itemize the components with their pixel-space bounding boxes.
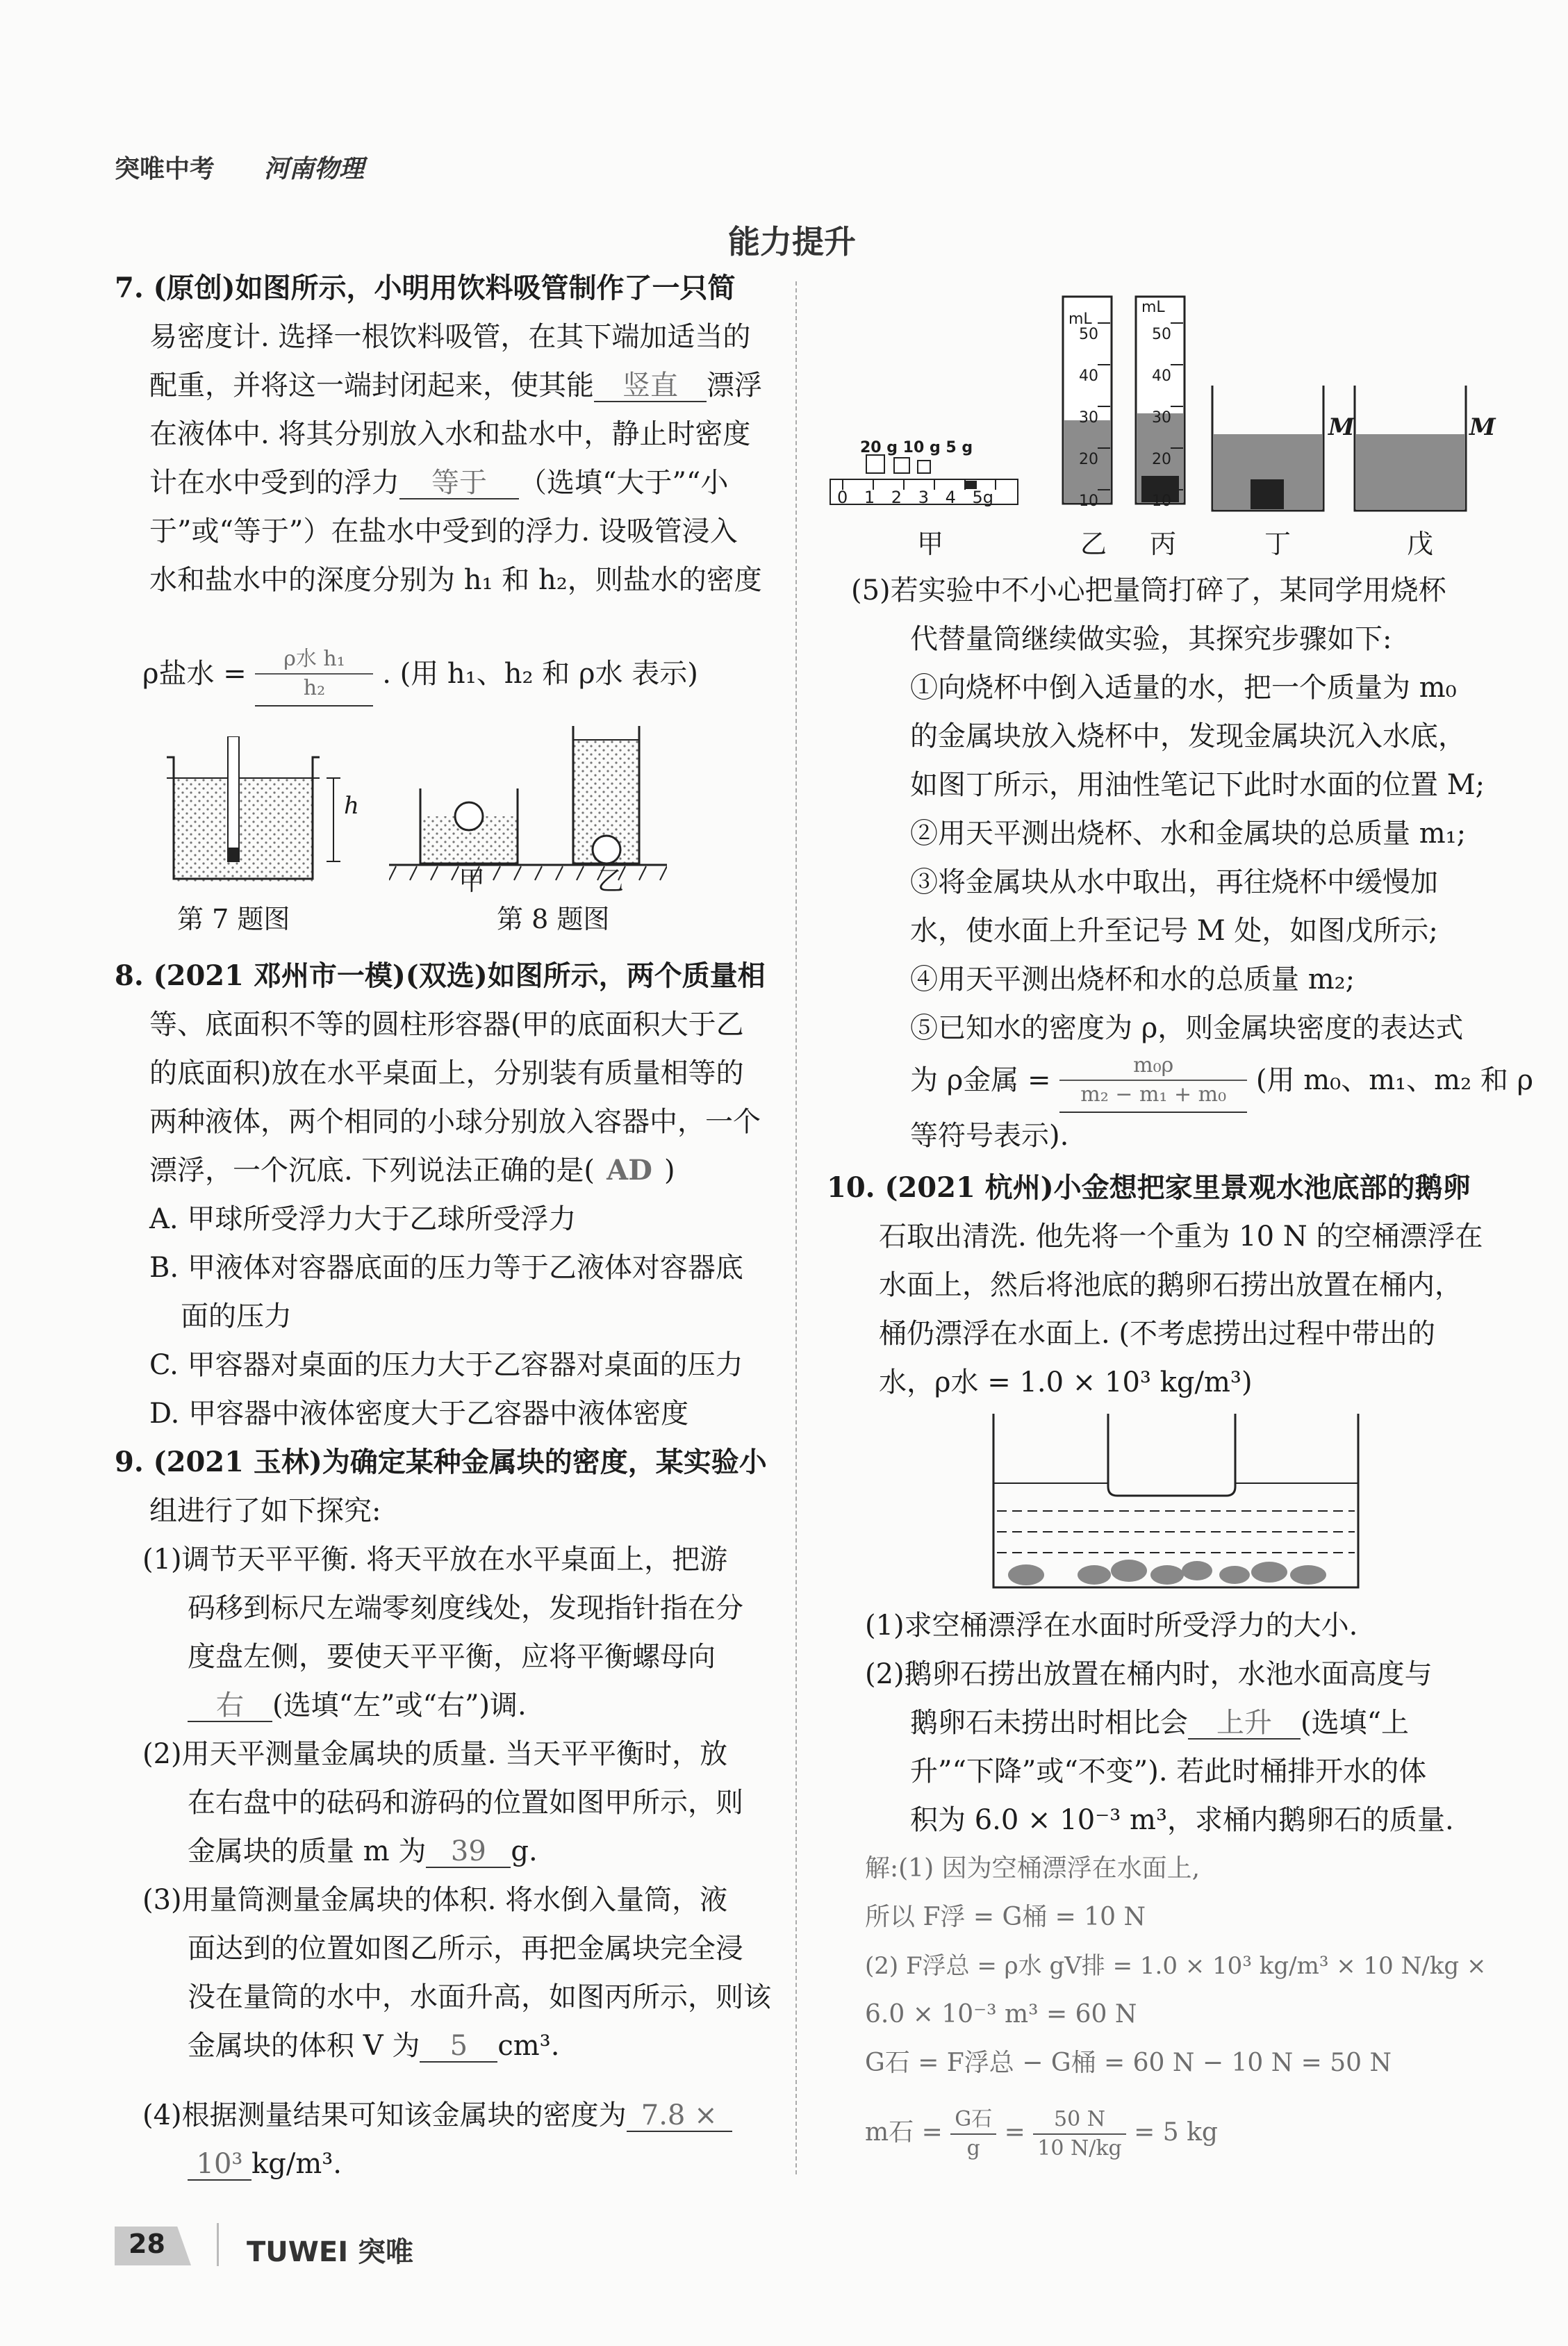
q10-line: 石取出清洗. 他先将一个重为 10 N 的空桶漂浮在	[879, 1221, 1483, 1253]
q9-step3: 金属块的体积 V 为 5 cm³.	[188, 2030, 560, 2062]
q10-solution: 解:(1) 因为空桶漂浮在水面上,	[865, 1854, 1200, 1883]
q10-solution: (2) F浮总 = ρ水 gV排 = 1.0 × 10³ kg/m³ × 10 N/kg ×	[865, 1952, 1487, 1980]
q10-line: 10. (2021 杭州)小金想把家里景观水池底部的鹅卵	[827, 1171, 1471, 1204]
column-divider	[795, 281, 797, 2174]
q8-answer[interactable]: AD	[606, 1154, 652, 1187]
label-jia: 甲	[917, 529, 944, 559]
q9-step5: 的金属块放入烧杯中，发现金属块沉入水底，	[910, 720, 1466, 752]
footer-divider	[217, 2223, 219, 2266]
q10-line: 桶仍漂浮在水面上. (不考虑捞出过程中带出的	[879, 1318, 1436, 1350]
q9-step2: 在右盘中的砝码和游码的位置如图甲所示，则	[188, 1787, 743, 1819]
figure-7-caption: 第 7 题图	[177, 904, 290, 934]
q9-step1: (1)调节天平平衡. 将天平放在水平桌面上，把游	[142, 1544, 728, 1576]
label-bing: 丙	[1150, 529, 1177, 559]
q9-answer-4[interactable]: 7.8 ×	[627, 2100, 732, 2132]
q9-answer-3[interactable]: 5	[420, 2031, 497, 2063]
q10-solution: 所以 F浮 = G桶 = 10 N	[865, 1903, 1146, 1931]
q8-line: 两种液体，两个相同的小球分别放入容器中，一个	[149, 1106, 761, 1138]
label-ding: 丁	[1264, 529, 1291, 559]
q8-option-c: C. 甲容器对桌面的压力大于乙容器对桌面的压力	[149, 1349, 743, 1381]
cylinder-1-marks: mL	[1068, 311, 1092, 328]
page-number: 28	[129, 2229, 165, 2259]
q10-solution: 6.0 × 10⁻³ m³ = 60 N	[865, 2000, 1137, 2029]
cylinder-1-scale: 50 40 30 20 10	[1079, 326, 1098, 510]
fig-weights-label: 20 g 10 g 5 g	[860, 439, 973, 456]
q10-part2: 积为 6.0 × 10⁻³ m³，求桶内鹅卵石的质量.	[910, 1804, 1454, 1836]
fig8-label-yi: 乙	[597, 866, 625, 896]
q8-option-b: B. 甲液体对容器底面的压力等于乙液体对容器底	[149, 1252, 743, 1284]
q10-solution-mass: m石 = $\frac{\text{G石}}{g}$ = $\frac{50 N}{10 N/kg}$ = 5 kg	[865, 2107, 1218, 2161]
q8-line: 8. (2021 邓州市一模)(双选)如图所示，两个质量相	[115, 959, 766, 992]
q9-step1: 码移到标尺左端零刻度线处，发现指针指在分	[188, 1592, 743, 1624]
q9-step2: (2)用天平测量金属块的质量. 当天平平衡时，放	[142, 1738, 728, 1770]
q7-line: 在液体中. 将其分别放入水和盐水中，静止时密度	[149, 418, 751, 450]
fig7-h-label: h	[344, 792, 359, 820]
q9-step4: (4)根据测量结果可知该金属块的密度为 7.8 ×	[142, 2098, 732, 2133]
fig8-label-jia: 甲	[459, 866, 486, 896]
q10-answer[interactable]: 上升	[1188, 1708, 1301, 1740]
brand-logo: TUWEI 突唯	[247, 2236, 414, 2268]
q10-part1: (1)求空桶漂浮在水面时所受浮力的大小.	[865, 1610, 1358, 1642]
q9-step5: ②用天平测出烧杯、水和金属块的总质量 m₁;	[910, 818, 1467, 850]
q10-part2: 鹅卵石未捞出时相比会 上升 (选填“上	[910, 1707, 1410, 1739]
q9-step5: ⑤已知水的密度为 ρ，则金属块密度的表达式	[910, 1012, 1464, 1044]
q9-step5: 代替量筒继续做实验，其探究步骤如下:	[910, 623, 1392, 655]
q8-line: 等、底面积不等的圆柱形容器(甲的底面积大于乙	[149, 1009, 744, 1041]
book-name: 突唯中考	[115, 155, 215, 183]
q9-step5: ④用天平测出烧杯和水的总质量 m₂;	[910, 964, 1355, 996]
q9-step5: 水，使水面上升至记号 M 处，如图戊所示;	[910, 915, 1438, 947]
q9-step5-formula: 为 ρ金属 = $\frac{\text{m₀ρ}}{\text{m₂ − m₁ + m₀}}$ (用 m₀、m₁、m₂ 和 ρ	[910, 1046, 1533, 1115]
q10-part2: 升”“下降”或“不变”). 若此时桶排开水的体	[910, 1756, 1427, 1787]
q7-line: 水和盐水中的深度分别为 h₁ 和 h₂，则盐水的密度	[149, 564, 762, 596]
q9-answer-5[interactable]: $\frac{\text{m₀ρ}}{\text{m₂ − m₁ + m₀}}$	[1059, 1052, 1247, 1113]
q7-answer-2[interactable]: 等于	[399, 468, 519, 499]
q10-line: 水，ρ水 = 1.0 × 10³ kg/m³)	[879, 1366, 1253, 1398]
q9-line: 组进行了如下探究:	[149, 1495, 381, 1527]
q10-line: 水面上，然后将池底的鹅卵石捞出放置在桶内，	[879, 1269, 1462, 1301]
q8-option-d: D. 甲容器中液体密度大于乙容器中液体密度	[149, 1398, 689, 1430]
q9-step5: 如图丁所示，用油性笔记下此时水面的位置 M;	[910, 769, 1485, 801]
q9-step5: (5)若实验中不小心把量筒打碎了，某同学用烧杯	[851, 575, 1446, 606]
figure-8-caption: 第 8 题图	[497, 904, 610, 934]
q8-line: 漂浮，一个沉底. 下列说法正确的是( AD )	[149, 1154, 675, 1187]
q7-formula: ρ盐水 = $\frac{\text{ρ水 h₁}}{\text{h₂}}$ . (用 h₁、h₂ 和 ρ水 表示)	[142, 639, 698, 709]
q9-step5: ③将金属块从水中取出，再往烧杯中缓慢加	[910, 866, 1438, 898]
q7-line: 7. (原创)如图所示，小明用饮料吸管制作了一只简	[115, 272, 736, 304]
q8-option-b-cont: 面的压力	[181, 1300, 292, 1332]
q7-answer-1[interactable]: 竖直	[594, 370, 707, 402]
label-wu: 戊	[1407, 529, 1434, 559]
label-yi: 乙	[1080, 529, 1107, 559]
q7-answer-3[interactable]: $\frac{\text{ρ水 h₁}}{\text{h₂}}$	[255, 645, 373, 707]
subject-name: 河南物理	[264, 154, 365, 183]
q8-option-a: A. 甲球所受浮力大于乙球所受浮力	[149, 1203, 577, 1235]
q9-step1: 右 (选填“左”或“右”)调.	[188, 1688, 527, 1723]
q10-part2: (2)鹅卵石捞出放置在桶内时，水池水面高度与	[865, 1658, 1433, 1690]
q8-line: 的底面积)放在水平桌面上，分别装有质量相等的	[149, 1057, 744, 1089]
q9-step3: 面达到的位置如图乙所示，再把金属块完全浸	[188, 1933, 743, 1965]
q9-step2: 金属块的质量 m 为 39 g.	[188, 1835, 538, 1867]
mark-M-ding: M	[1328, 413, 1355, 441]
figure-8-containers	[389, 719, 667, 886]
q9-step5: ①向烧杯中倒入适量的水，把一个质量为 m₀	[910, 672, 1457, 704]
q9-answer-4-cont[interactable]: 10³	[188, 2149, 251, 2181]
q9-step5: 等符号表示).	[910, 1120, 1069, 1152]
q7-line: 易密度计. 选择一根饮料吸管，在其下端加适当的	[149, 321, 751, 353]
q7-line: 于”或“等于”）在盐水中受到的浮力. 设吸管浸入	[149, 515, 738, 547]
q9-answer-2[interactable]: 39	[426, 1836, 511, 1868]
q9-answer-1[interactable]: 右	[188, 1690, 272, 1722]
cylinder-2-unit: mL	[1141, 299, 1165, 316]
q9-step3: (3)用量筒测量金属块的体积. 将水倒入量筒，液	[142, 1884, 728, 1916]
mark-M-wu: M	[1469, 413, 1496, 441]
fig-scale-label: 0 1 2 3 4 5g	[837, 488, 993, 507]
figure-10-pond	[990, 1414, 1365, 1594]
q9-line: 9. (2021 玉林)为确定某种金属块的密度，某实验小	[115, 1446, 767, 1478]
q9-step3: 没在量筒的水中，水面升高，如图丙所示，则该	[188, 1981, 771, 2013]
q9-step1: 度盘左侧，要使天平平衡，应将平衡螺母向	[188, 1641, 716, 1673]
q10-solution: G石 = F浮总 − G桶 = 60 N − 10 N = 50 N	[865, 2049, 1392, 2077]
section-title: 能力提升	[728, 223, 856, 261]
q9-step4: 10³ kg/m³.	[188, 2147, 342, 2181]
cylinder-2-scale: 50 40 30 20 10	[1152, 326, 1171, 510]
q7-line: 配重，并将这一端封闭起来，使其能 竖直 漂浮	[149, 370, 762, 402]
q7-line: 计在水中受到的浮力 等于 （选填“大于”“小	[149, 467, 729, 499]
